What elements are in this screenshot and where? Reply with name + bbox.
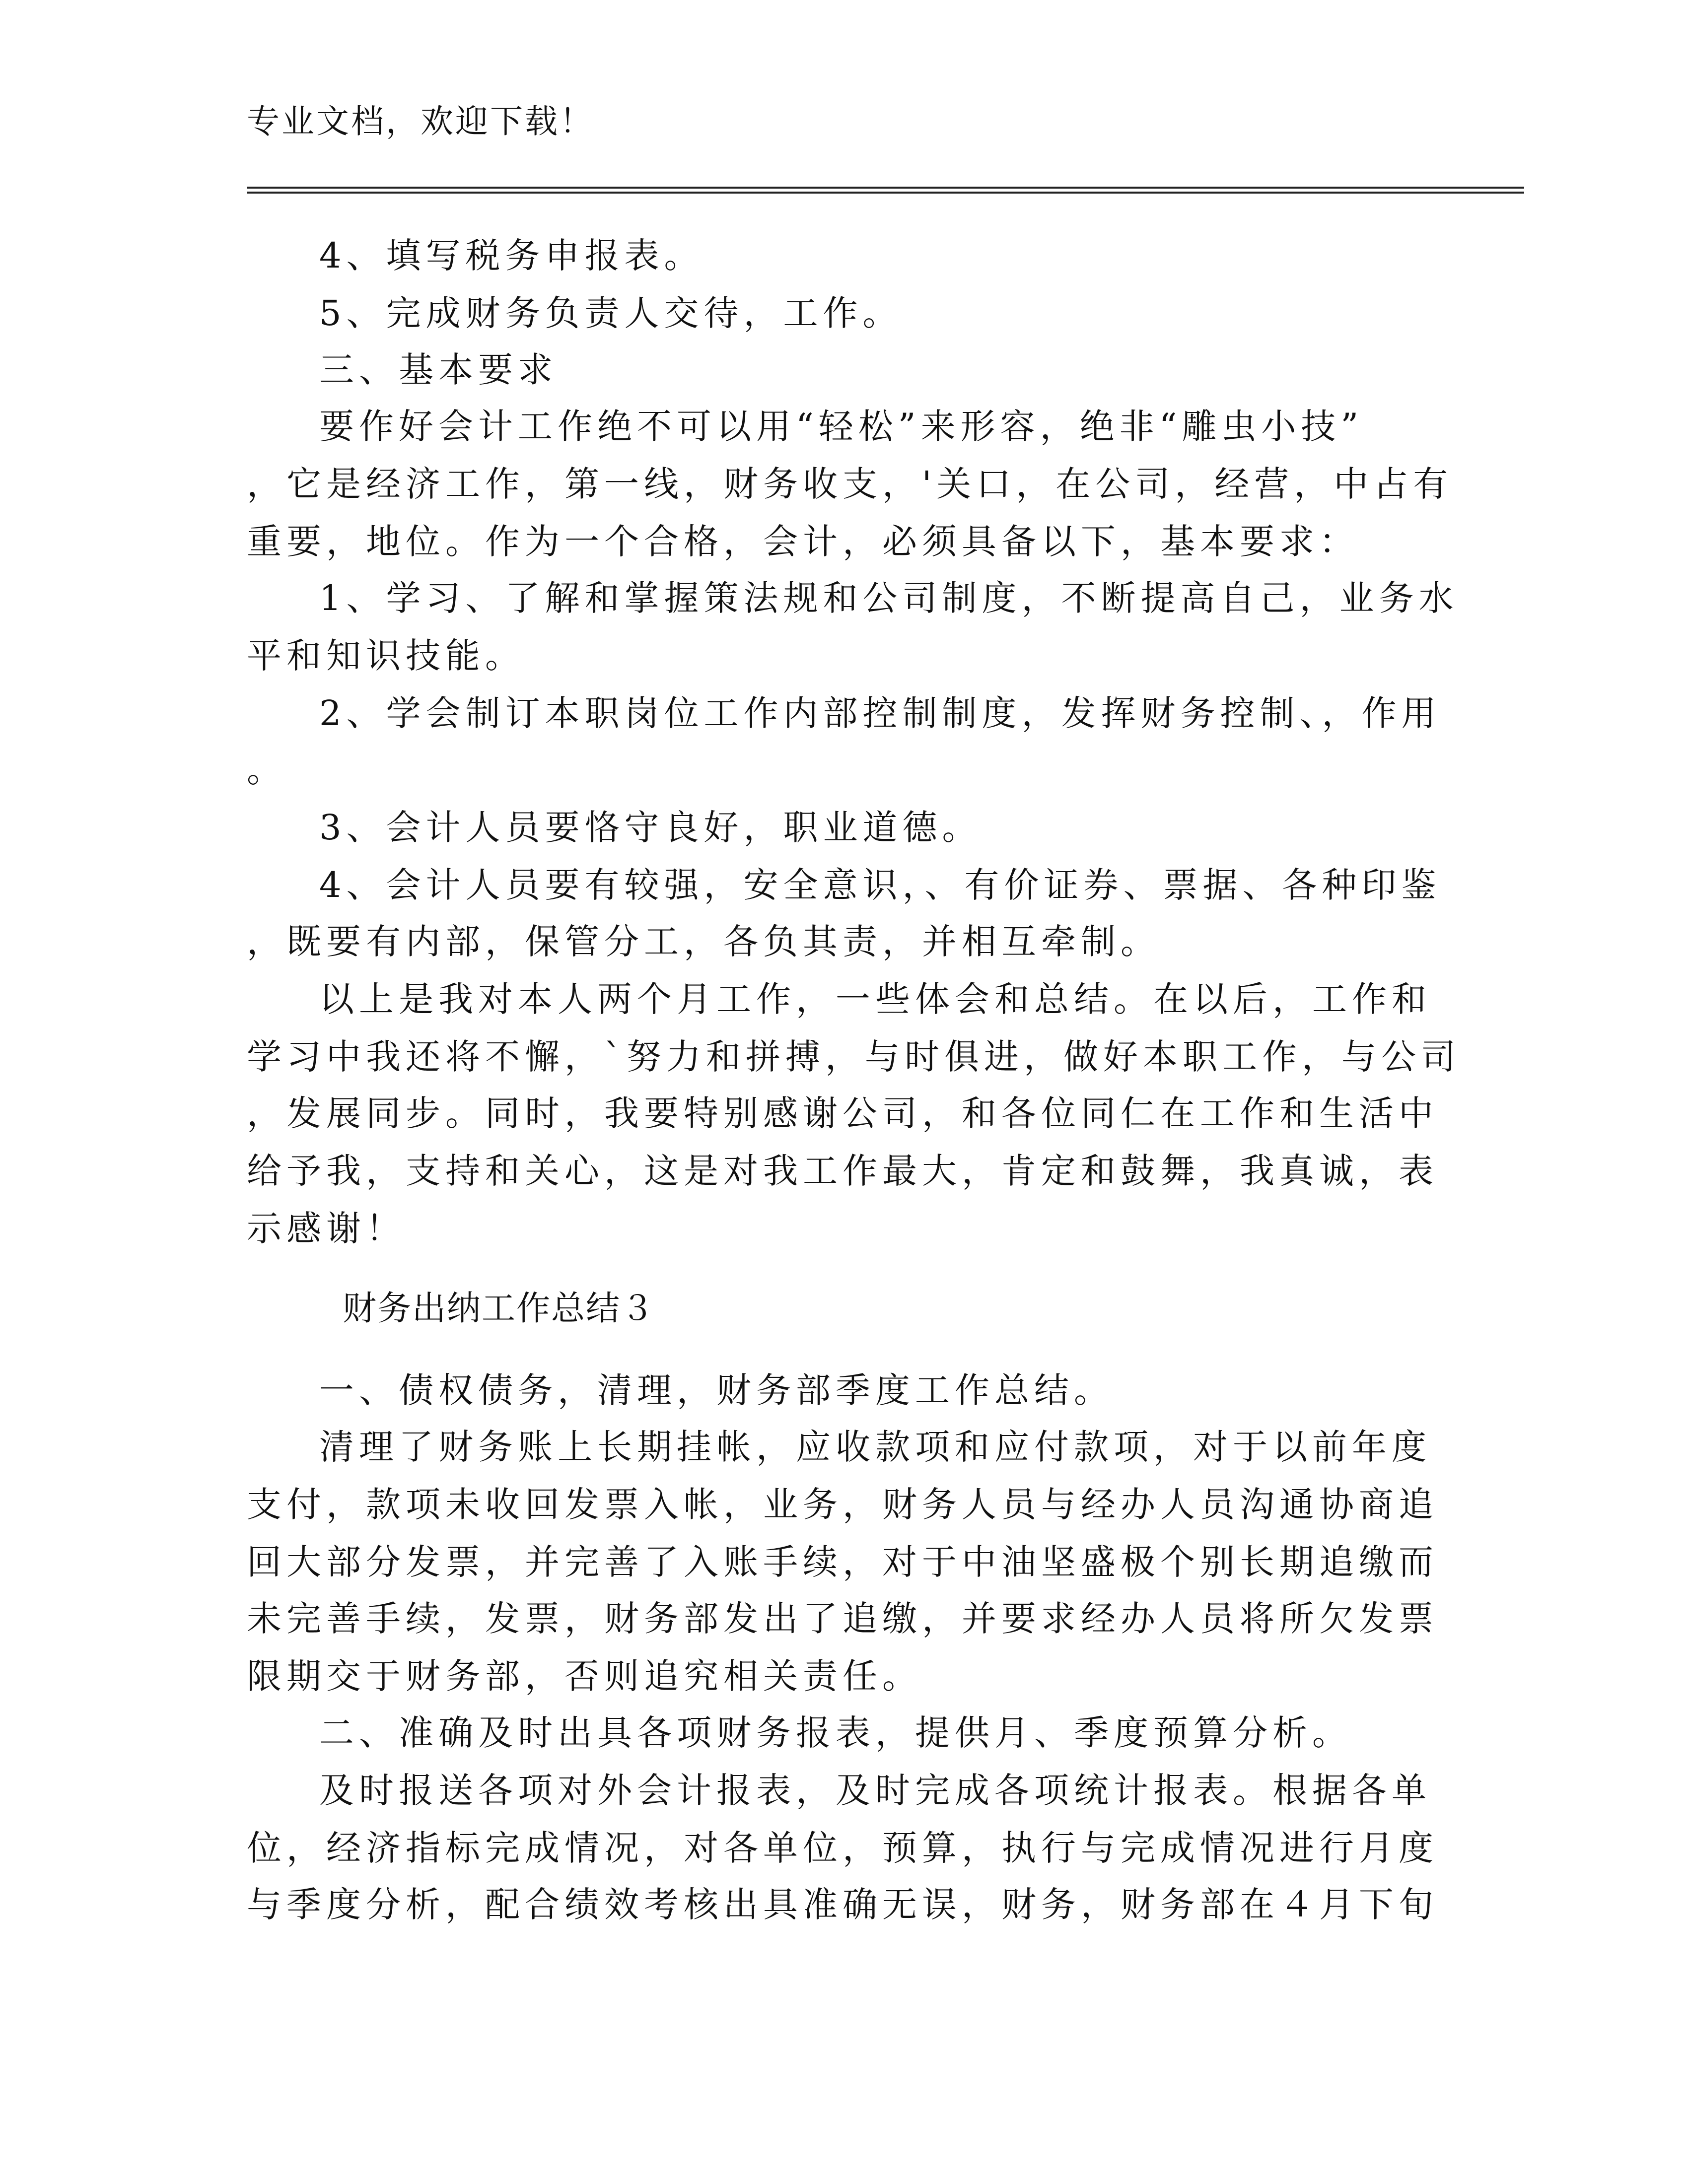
- paragraph-line: 3、会计人员要恪守良好，职业道德。: [319, 807, 982, 848]
- paragraph-line: 示感谢！: [247, 1208, 406, 1249]
- paragraph-line: 清理了财务账上长期挂帐，应收款项和应付款项，对于以前年度: [319, 1427, 1431, 1467]
- paragraph-line: 三、基本要求: [319, 349, 558, 390]
- paragraph-line: 2、学会制订本职岗位工作内部控制制度，发挥财务控制、，作用: [319, 693, 1441, 734]
- paragraph-line: 二、准确及时出具各项财务报表，提供月、季度预算分析。: [319, 1712, 1352, 1753]
- paragraph-line: 以上是我对本人两个月工作，一些体会和总结。在以后，工作和: [319, 979, 1431, 1020]
- paragraph-line: 学习中我还将不懈，`努力和拼搏，与时俱进，做好本职工作，与公司: [247, 1036, 1461, 1077]
- paragraph-line: 。: [247, 750, 286, 790]
- paragraph-line: 要作好会计工作绝不可以用“轻松”来形容，绝非“雕虫小技”: [319, 406, 1364, 447]
- paragraph-line: 与季度分析，配合绩效考核出具准确无误，财务，财务部在４月下旬: [247, 1884, 1438, 1925]
- paragraph-line: 限期交于财务部，否则追究相关责任。: [247, 1656, 922, 1697]
- header-rule-bottom: [247, 192, 1524, 194]
- paragraph-line: 回大部分发票，并完善了入账手续，对于中油坚盛极个别长期追缴而: [247, 1542, 1438, 1582]
- paragraph-line: 4、填写税务申报表。: [319, 235, 704, 276]
- paragraph-line: 5、完成财务负责人交待，工作。: [319, 293, 903, 334]
- header-rule-top: [247, 187, 1524, 189]
- paragraph-line: 1、学习、了解和掌握策法规和公司制度，不断提高自己，业务水: [319, 578, 1459, 618]
- paragraph-line: 及时报送各项对外会计报表，及时完成各项统计报表。根据各单: [319, 1770, 1431, 1811]
- section-title: 财务出纳工作总结３: [343, 1289, 656, 1328]
- paragraph-line: ，发展同步。同时，我要特别感谢公司，和各位同仁在工作和生活中: [247, 1093, 1438, 1134]
- page-header: 专业文档，欢迎下载！: [247, 102, 594, 140]
- paragraph-line: ，既要有内部，保管分工，各负其责，并相互牵制。: [247, 921, 1160, 962]
- paragraph-line: 支付，款项未收回发票入帐，业务，财务人员与经办人员沟通协商追: [247, 1484, 1438, 1525]
- paragraph-line: 一、债权债务，清理，财务部季度工作总结。: [319, 1370, 1114, 1411]
- paragraph-line: 平和知识技能。: [247, 635, 525, 676]
- paragraph-line: ，它是经济工作，第一线，财务收支，'关口，在公司，经营，中占有: [247, 464, 1453, 504]
- paragraph-line: 4、会计人员要有较强，安全意识，、有价证券、票据、各种印鉴: [319, 865, 1441, 905]
- paragraph-line: 重要，地位。作为一个合格，会计，必须具备以下，基本要求：: [247, 521, 1359, 562]
- paragraph-line: 位，经济指标完成情况，对各单位，预算，执行与完成情况进行月度: [247, 1828, 1438, 1868]
- paragraph-line: 给予我，支持和关心，这是对我工作最大，肯定和鼓舞，我真诚，表: [247, 1151, 1438, 1191]
- paragraph-line: 未完善手续，发票，财务部发出了追缴，并要求经办人员将所欠发票: [247, 1598, 1438, 1639]
